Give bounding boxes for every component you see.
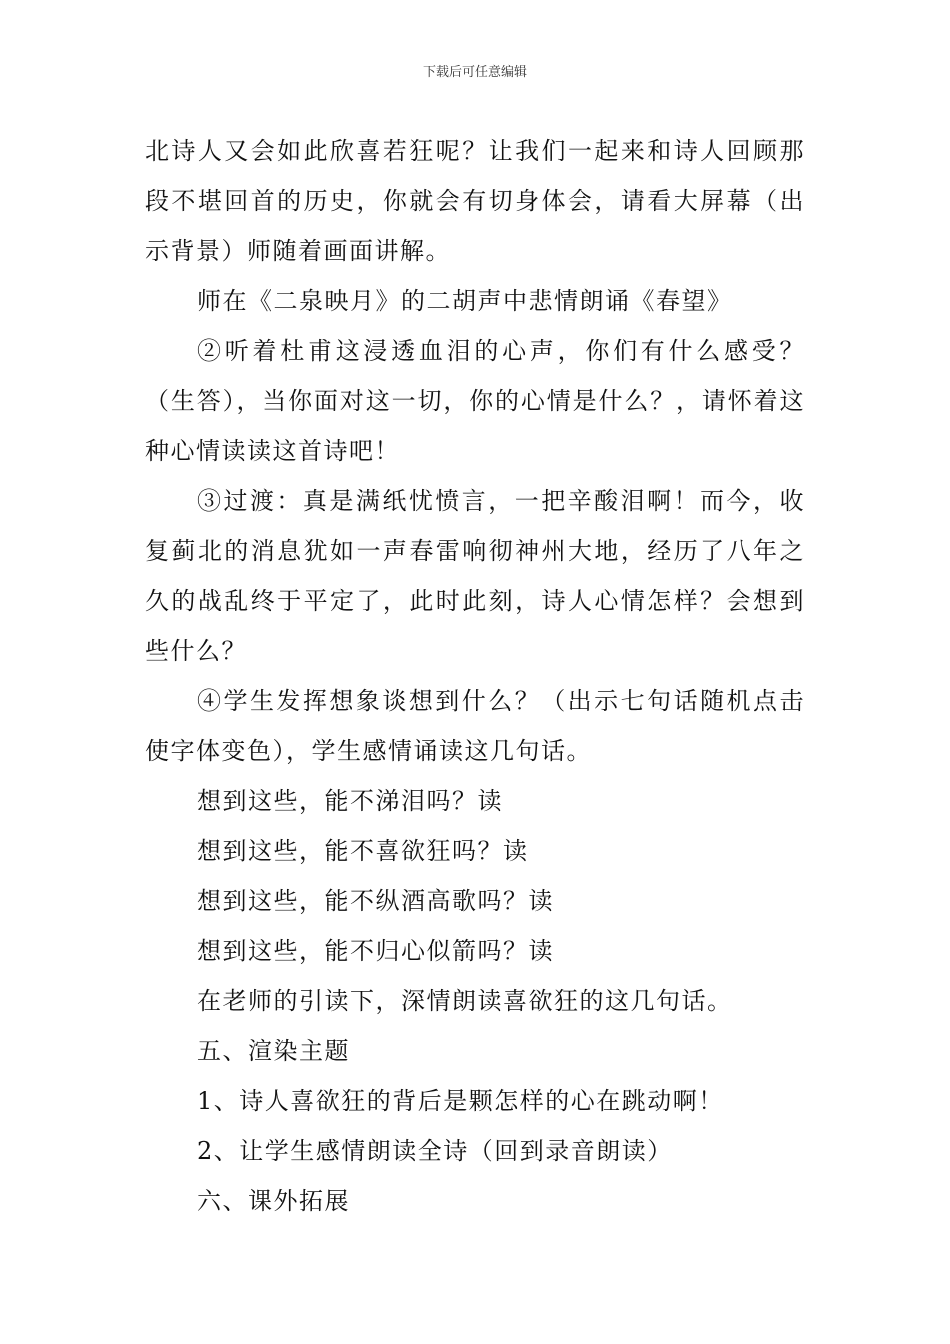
paragraph-3: ②听着杜甫这浸透血泪的心声，你们有什么感受？（生答），当你面对这一切，你的心情是什么？，请怀着这种心情读读这首诗吧！ bbox=[145, 337, 805, 465]
paragraph-10: 在老师的引读下，深情朗读喜欲狂的这几句话。 bbox=[197, 987, 733, 1015]
list-item-2: 2、让学生感情朗读全诗（回到录音朗读） bbox=[197, 1137, 673, 1165]
document-body bbox=[145, 126, 805, 1226]
list-item-1: 1、诗人喜欲狂的背后是颗怎样的心在跳动啊！ bbox=[197, 1087, 724, 1115]
section-heading-5: 五、渲染主题 bbox=[197, 1037, 350, 1065]
paragraph-7: 想到这些，能不喜欲狂吗？读 bbox=[197, 837, 529, 865]
paragraph-9: 想到这些，能不归心似箭吗？读 bbox=[197, 937, 554, 965]
section-heading-6: 六、课外拓展 bbox=[197, 1187, 350, 1215]
paragraph-8: 想到这些，能不纵酒高歌吗？读 bbox=[197, 887, 554, 915]
paragraph-1: 北诗人又会如此欣喜若狂呢？让我们一起来和诗人回顾那段不堪回首的历史，你就会有切身体会，请看大屏幕（出示背景）师随着画面讲解。 bbox=[145, 137, 805, 265]
paragraph-2: 师在《二泉映月》的二胡声中悲情朗诵《春望》 bbox=[197, 287, 733, 315]
paragraph-5: ④学生发挥想象谈想到什么？（出示七句话随机点击使字体变色），学生感情诵读这几句话。 bbox=[145, 687, 805, 765]
page-header: 下载后可任意编辑 bbox=[422, 65, 527, 80]
paragraph-4: ③过渡：真是满纸忧愤言，一把辛酸泪啊！而今，收复蓟北的消息犹如一声春雷响彻神州大地，经历了八年之久的战乱终于平定了，此时此刻，诗人心情怎样？会想到些什么？ bbox=[145, 487, 805, 665]
paragraph-6: 想到这些，能不涕泪吗？读 bbox=[197, 787, 503, 815]
